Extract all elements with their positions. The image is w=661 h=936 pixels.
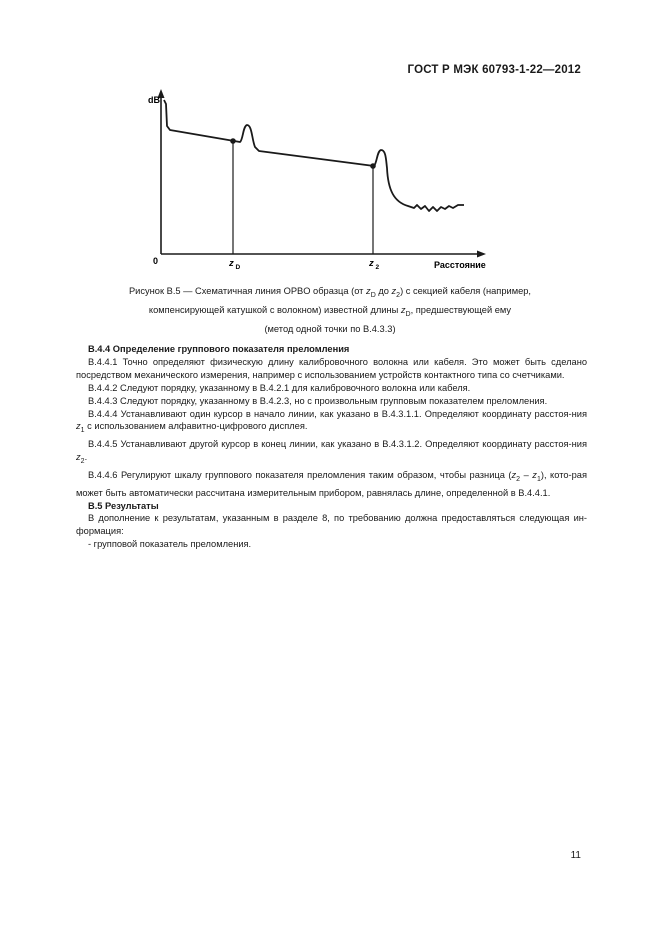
list-item-group-index: - групповой показатель преломления. (88, 539, 252, 550)
paragraph-b443: В.4.4.3 Следуют порядку, указанному в В.4.2.3, но с произвольным групповым показателем преломления. (88, 395, 548, 406)
paragraph-b446: В.4.4.6 Регулируют шкалу группового показателя преломления таким образом, чтобы разница $(z_2 - z_1)$, кото-рая может быть автоматически рассчитана измерительным прибором, равнялась длине, определенной в В.4.4.1. (76, 469, 587, 498)
body-text (76, 343, 587, 551)
marker-label-zd: z (229, 258, 234, 269)
marker-label-z2-sub: 2 (375, 264, 380, 271)
caption-line-3: (метод одной точки по В.4.3.3) (264, 323, 396, 334)
x-axis-arrow (477, 251, 486, 258)
marker-label-z2: z (369, 258, 374, 269)
y-axis-label: dB (148, 95, 160, 105)
document-id: ГОСТ Р МЭК 60793-1-22—2012 (407, 64, 581, 76)
marker-label-zd-sub: D (235, 264, 241, 271)
figure-caption (60, 284, 600, 336)
x-axis-label: Расстояние (434, 260, 486, 270)
section-heading-b44: В.4.4 Определение группового показателя преломления (88, 344, 350, 354)
caption-line-1: Рисунок В.5 — Схематичная линия OPBO образца (от $z_D$ до $z_2$) с секцией кабеля (например, (128, 286, 532, 299)
marker-dot-z2 (370, 163, 376, 169)
origin-label: 0 (153, 256, 159, 266)
paragraph-b445: В.4.4.5 Устанавливают другой курсор в конец линии, как указано в В.4.3.1.2. Определяют координату расстоя-ния $z_2$. (76, 439, 587, 465)
otdr-trace (164, 100, 464, 211)
page-number: 11 (570, 850, 581, 861)
paragraph-b441: В.4.4.1 Точно определяют физическую длину калибровочного волокна или кабеля. Это может быть сделано посредством механического измерения, например с использованием устройств контактного типа со счетчиками. (76, 356, 587, 380)
paragraph-b444: В.4.4.4 Устанавливают один курсор в начало линии, как указано в В.4.3.1.1. Определяют координату расстоя-ния $z_1$ с использованием алфавитно-цифрового дисплея. (76, 408, 587, 435)
paragraph-b5-intro: В дополнение к результатам, указанным в разделе 8, по требованию должна предоставляться следующая ин-формация: (76, 513, 587, 537)
paragraph-b442: В.4.4.2 Следуют порядку, указанному в В.4.2.1 для калибровочного волокна или кабеля. (88, 382, 471, 393)
section-heading-b5: В.5 Результаты (88, 500, 159, 511)
marker-dot-zd (230, 138, 236, 144)
otdr-trace-figure (0, 0, 661, 280)
caption-line-2: компенсирующей катушкой с волокном) известной длины $z_D$, предшествующей ему (148, 304, 512, 318)
